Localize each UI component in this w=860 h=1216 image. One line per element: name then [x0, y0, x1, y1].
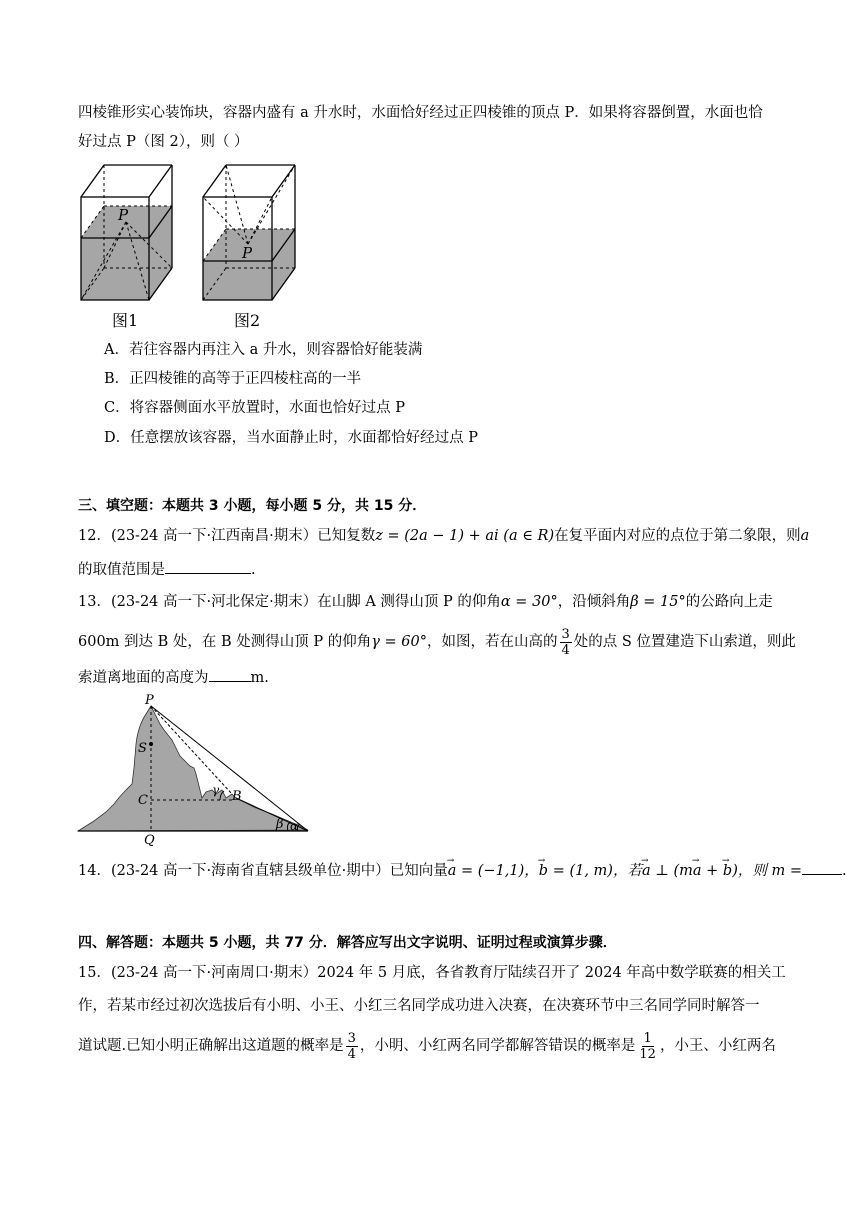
q13-frac-den: 4: [561, 642, 570, 658]
q15-line1: 15．(23-24 高一下·河南周口·期末）2024 年 5 月底，各省教育厅陆续召开了 2024 年高中数学联赛的相关工: [78, 965, 786, 981]
q14-m4: +: [701, 863, 723, 879]
q15-line2: 作，若某市经过初次选拔后有小明、小王、小红三名同学成功进入决赛，在决赛环节中三名同学同时解答一: [78, 998, 760, 1014]
q12-var: a: [800, 528, 810, 544]
q11-figures: [76, 158, 306, 336]
section-3-heading: 三、填空题：本题共 3 小题，每小题 5 分，共 15 分．: [78, 498, 427, 514]
q13-text-c: 的公路向上走: [685, 594, 773, 610]
q12-text-c: 的取值范围是: [78, 562, 165, 578]
q15-fraction-1: [346, 1031, 358, 1062]
q15-line3: [78, 1027, 776, 1065]
q13-line2: [78, 625, 796, 659]
q14-text-end: .: [842, 863, 847, 879]
label-alpha: α: [290, 819, 299, 833]
q15-text-b: ，小明、小红两名同学都解答错误的概率是: [359, 1038, 636, 1054]
figure-1-caption: 图1: [112, 311, 139, 330]
q15-fraction-2: [637, 1031, 658, 1062]
figure-2-container: [203, 165, 295, 300]
figure-1-point-label: P: [118, 206, 129, 224]
label-b: B: [232, 789, 242, 804]
q14-line: [78, 860, 847, 881]
q13-text-b: ，沿倾斜角: [557, 594, 631, 610]
q11-option-a: A．若往容器内再注入 a 升水，则容器恰好能装满: [104, 342, 423, 358]
q13-text-d: 600m 到达 B 处，在 B 处测得山顶 P 的仰角: [78, 634, 372, 650]
q15-text-c: ，小王、小红两名: [659, 1038, 776, 1054]
label-c: C: [138, 793, 148, 808]
q13-line3: [78, 667, 269, 688]
q11-text-line2: 好过点 P（图 2），则（ ）: [78, 134, 249, 150]
section-4-heading: 四、解答题：本题共 5 小题，共 77 分．解答应写出文字说明、证明过程或演算步骤．: [78, 935, 617, 951]
q13-fraction: [560, 627, 572, 658]
q14-vec-a2: → a: [642, 861, 651, 881]
q14-m5: )，则 m =: [732, 863, 802, 879]
q12-line2: [78, 559, 256, 580]
q15-frac2-den: 12: [639, 1046, 656, 1062]
q12-line1: [78, 526, 809, 546]
q14-answer-blank: [802, 860, 842, 875]
label-gamma: γ: [212, 783, 220, 797]
q14-m3: ⊥ (m: [650, 863, 693, 879]
q13-text-g: 索道离地面的高度为: [78, 670, 209, 686]
q13-alpha: α = 30°: [500, 594, 558, 610]
q12-text-a: 12．(23-24 高一下·江西南昌·期末）已知复数: [78, 528, 376, 544]
figure-2-point-label: P: [242, 244, 253, 262]
q15-frac2-num: 1: [643, 1030, 652, 1046]
q13-line1: [78, 592, 773, 612]
label-p: P: [145, 694, 154, 708]
mountain-shape: [78, 706, 308, 831]
q11-option-b: B．正四棱锥的高等于正四棱柱高的一半: [104, 371, 362, 387]
q14-vec-a3: → a: [693, 861, 702, 881]
q12-math: z = (2a − 1) + ai (a ∈ R): [375, 528, 555, 544]
q14-m1: = (−1,1)，: [456, 863, 539, 879]
q11-option-d: D．任意摆放该容器，当水面静止时，水面都恰好经过点 P: [104, 430, 478, 446]
q12-text-b: 在复平面内对应的点位于第二象限，则: [554, 528, 801, 544]
q13-text-f: 处的点 S 位置建造下山索道，则此: [573, 634, 796, 650]
q12-answer-blank: [165, 559, 251, 574]
q13-mountain-figure: [76, 694, 316, 846]
q14-vec-b2: → b: [723, 861, 732, 881]
q13-answer-blank: [209, 667, 251, 682]
q15-frac1-den: 4: [347, 1046, 356, 1062]
q13-text-e: ，如图，若在山高的: [427, 634, 558, 650]
q14-vec-b: → b: [539, 861, 548, 881]
q11-text-line1: 四棱锥形实心装饰块，容器内盛有 a 升水时，水面恰好经过正四棱锥的顶点 P．如果将容器倒置，水面也恰: [78, 105, 763, 121]
figure-2-caption: 图2: [234, 311, 261, 330]
figure-1-container: [81, 165, 172, 300]
q14-vec-a: → a: [448, 861, 457, 881]
label-s: S: [138, 741, 147, 756]
q12-text-end: .: [251, 562, 256, 578]
label-beta: β: [276, 817, 284, 832]
q15-text-a: 道试题.已知小明正确解出这道题的概率是: [78, 1038, 344, 1054]
point-s-dot: [149, 742, 153, 746]
q14-m2: = (1, m)，若: [548, 863, 642, 879]
q13-text-a: 13．(23-24 高一下·河北保定·期末）在山脚 A 测得山顶 P 的仰角: [78, 594, 501, 610]
q14-text-a: 14．(23-24 高一下·海南省直辖县级单位·期中）已知向量: [78, 863, 448, 879]
q11-option-c: C．将容器侧面水平放置时，水面也恰好过点 P: [104, 400, 405, 416]
q13-frac-num: 3: [561, 626, 570, 642]
q13-text-end: m.: [250, 670, 269, 686]
q13-beta: β = 15°: [630, 594, 686, 610]
q15-frac1-num: 3: [347, 1030, 356, 1046]
label-q: Q: [144, 833, 155, 846]
q13-gamma: γ = 60°: [371, 634, 427, 650]
